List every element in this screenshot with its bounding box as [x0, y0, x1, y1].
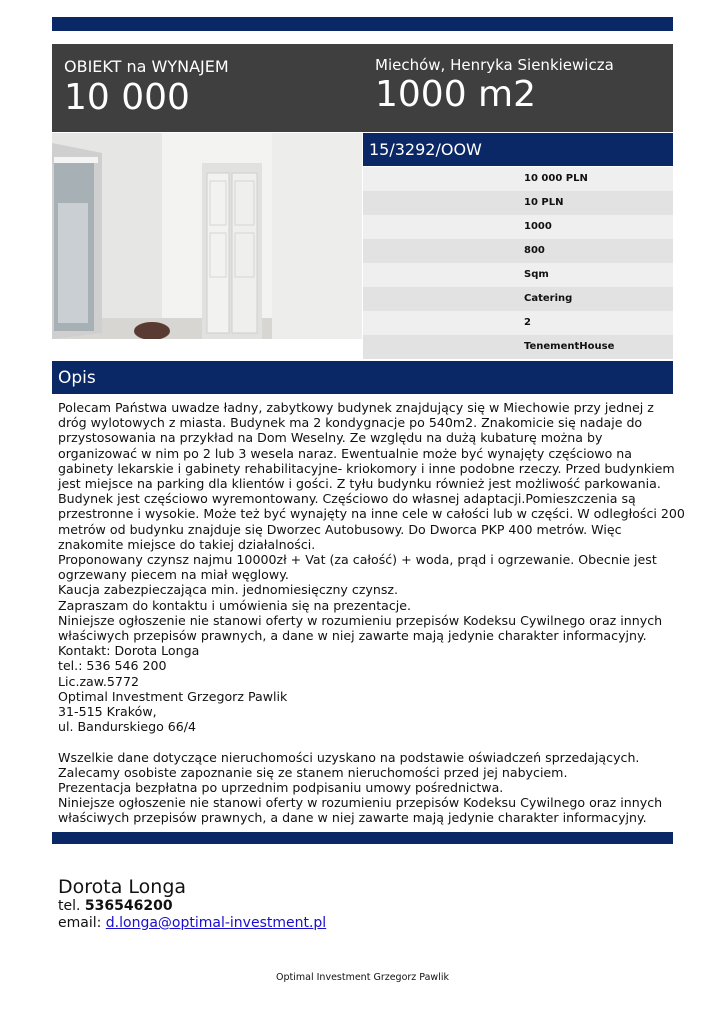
description-line: Niniejsze ogłoszenie nie stanowi oferty w rozumieniu przepisów Kodeksu Cywilnego oraz innych: [58, 795, 663, 811]
description-line: Wszelkie dane dotyczące nieruchomości uzyskano na podstawie oświadczeń sprzedających.: [58, 749, 640, 765]
param-value: 10 PLN: [524, 197, 564, 208]
description-line: ogrzewany piecem na miał węglowy.: [58, 567, 289, 583]
description-line: jest miejsce na parking dla klientów i gości. Z tyłu budynku również jest możliwość parkowania.: [58, 476, 661, 492]
description-line: Kaucja zabezpieczająca min. jednomiesięczny czynsz.: [58, 582, 399, 598]
description-line: Lic.zaw.5772: [58, 673, 139, 689]
description-line: organizować w nim po 2 lub 3 wesela naraz. Ewentualnie może być wynajęty częściowo na: [58, 445, 633, 461]
table-row: [363, 335, 673, 359]
param-value: Catering: [524, 293, 573, 304]
description-header: [52, 361, 673, 394]
description-text: [58, 400, 685, 826]
footer-company: Optimal Investment Grzegorz Pawlik: [276, 972, 449, 983]
description-line: Proponowany czynsz najmu 10000zł + Vat (za całość) + woda, prąd i ogrzewanie. Obecnie jest: [58, 552, 657, 568]
listing-header: [52, 44, 673, 132]
property-photo: [52, 133, 362, 339]
description-line: Prezentacja bezpłatna po uprzednim podpisaniu umowy pośrednictwa.: [58, 780, 504, 796]
description-line: [58, 734, 670, 749]
description-line: przystosowania na przykład na Dom Weselny. Ze względu na dużą kubaturę można by: [58, 430, 603, 446]
table-row: [363, 167, 673, 191]
description-title: Opis: [58, 368, 96, 388]
param-value: 2: [524, 317, 531, 328]
table-row: [363, 311, 673, 335]
description-line: Niniejsze ogłoszenie nie stanowi oferty w rozumieniu przepisów Kodeksu Cywilnego oraz innych: [58, 612, 663, 628]
description-line: Zapraszam do kontaktu i umówienia się na prezentacje.: [58, 597, 412, 613]
param-value: TenementHouse: [524, 341, 615, 352]
description-line: znakomite miejsce do takiej działalności.: [58, 536, 316, 552]
table-row: [363, 215, 673, 239]
reference-number: 15/3292/OOW: [369, 140, 482, 159]
description-line: 31-515 Kraków,: [58, 704, 157, 720]
description-line: gabinety lekarskie i gabinety rehabilitacyjne- kriokomory i inne podobne rzeczy. Przed budynkiem: [58, 460, 675, 476]
description-line: właściwych przepisów prawnych, a dane w niej zawarte mają jedynie charakter informacyjny.: [58, 628, 647, 644]
param-value: 800: [524, 245, 545, 256]
location: Miechów, Henryka Sienkiewicza: [375, 56, 614, 74]
description-line: właściwych przepisów prawnych, a dane w niej zawarte mają jedynie charakter informacyjny.: [58, 810, 647, 826]
email-label: email:: [58, 915, 102, 931]
area: 1000 m2: [375, 74, 537, 115]
description-line: metrów od budynku znajduje się Dworzec Autobusowy. Do Dworca PKP 400 metrów. Więc: [58, 521, 622, 537]
parameters-table: [363, 167, 673, 359]
param-value: Sqm: [524, 269, 549, 280]
agent-phone-line: [58, 898, 326, 915]
param-value: 10 000 PLN: [524, 173, 588, 184]
table-row: [363, 191, 673, 215]
description-line: dróg wylotowych z miasta. Budynek ma 2 kondygnacje po 540m2. Znakomicie się nadaje do: [58, 415, 643, 431]
price: 10 000: [64, 77, 190, 118]
description-line: Optimal Investment Grzegorz Pawlik: [58, 688, 288, 704]
agent-name: Dorota Longa: [58, 876, 187, 898]
contact-block: [58, 876, 326, 932]
offer-type-label: OBIEKT na WYNAJEM: [64, 57, 229, 76]
reference-bar: [363, 133, 673, 166]
agent-email-line: [58, 915, 326, 932]
table-row: [363, 239, 673, 263]
description-line: Zalecamy osobiste zapoznanie się ze stanem nieruchomości przed jej nabyciem.: [58, 764, 568, 780]
agent-phone: 536546200: [84, 898, 173, 914]
description-line: ul. Bandurskiego 66/4: [58, 719, 197, 735]
description-line: Budynek jest częściowo wyremontowany. Częściowo do własnej adaptacji.Pomieszczenia są: [58, 491, 636, 507]
table-row: [363, 263, 673, 287]
description-line: Kontakt: Dorota Longa: [58, 643, 200, 659]
bottom-accent-bar: [52, 832, 673, 844]
top-accent-bar: [52, 17, 673, 31]
param-value: 1000: [524, 221, 552, 232]
description-line: przestronne i wysokie. Może też być wynajęty na inne cele w całości lub w części. W odległości 200: [58, 506, 685, 522]
description-line: Polecam Państwa uwadze ładny, zabytkowy budynek znajdujący się w Miechowie przy jednej z: [58, 400, 654, 415]
phone-label: tel.: [58, 898, 81, 914]
table-row: [363, 287, 673, 311]
agent-email-link[interactable]: d.longa@optimal-investment.pl: [105, 915, 327, 931]
description-line: tel.: 536 546 200: [58, 658, 167, 674]
